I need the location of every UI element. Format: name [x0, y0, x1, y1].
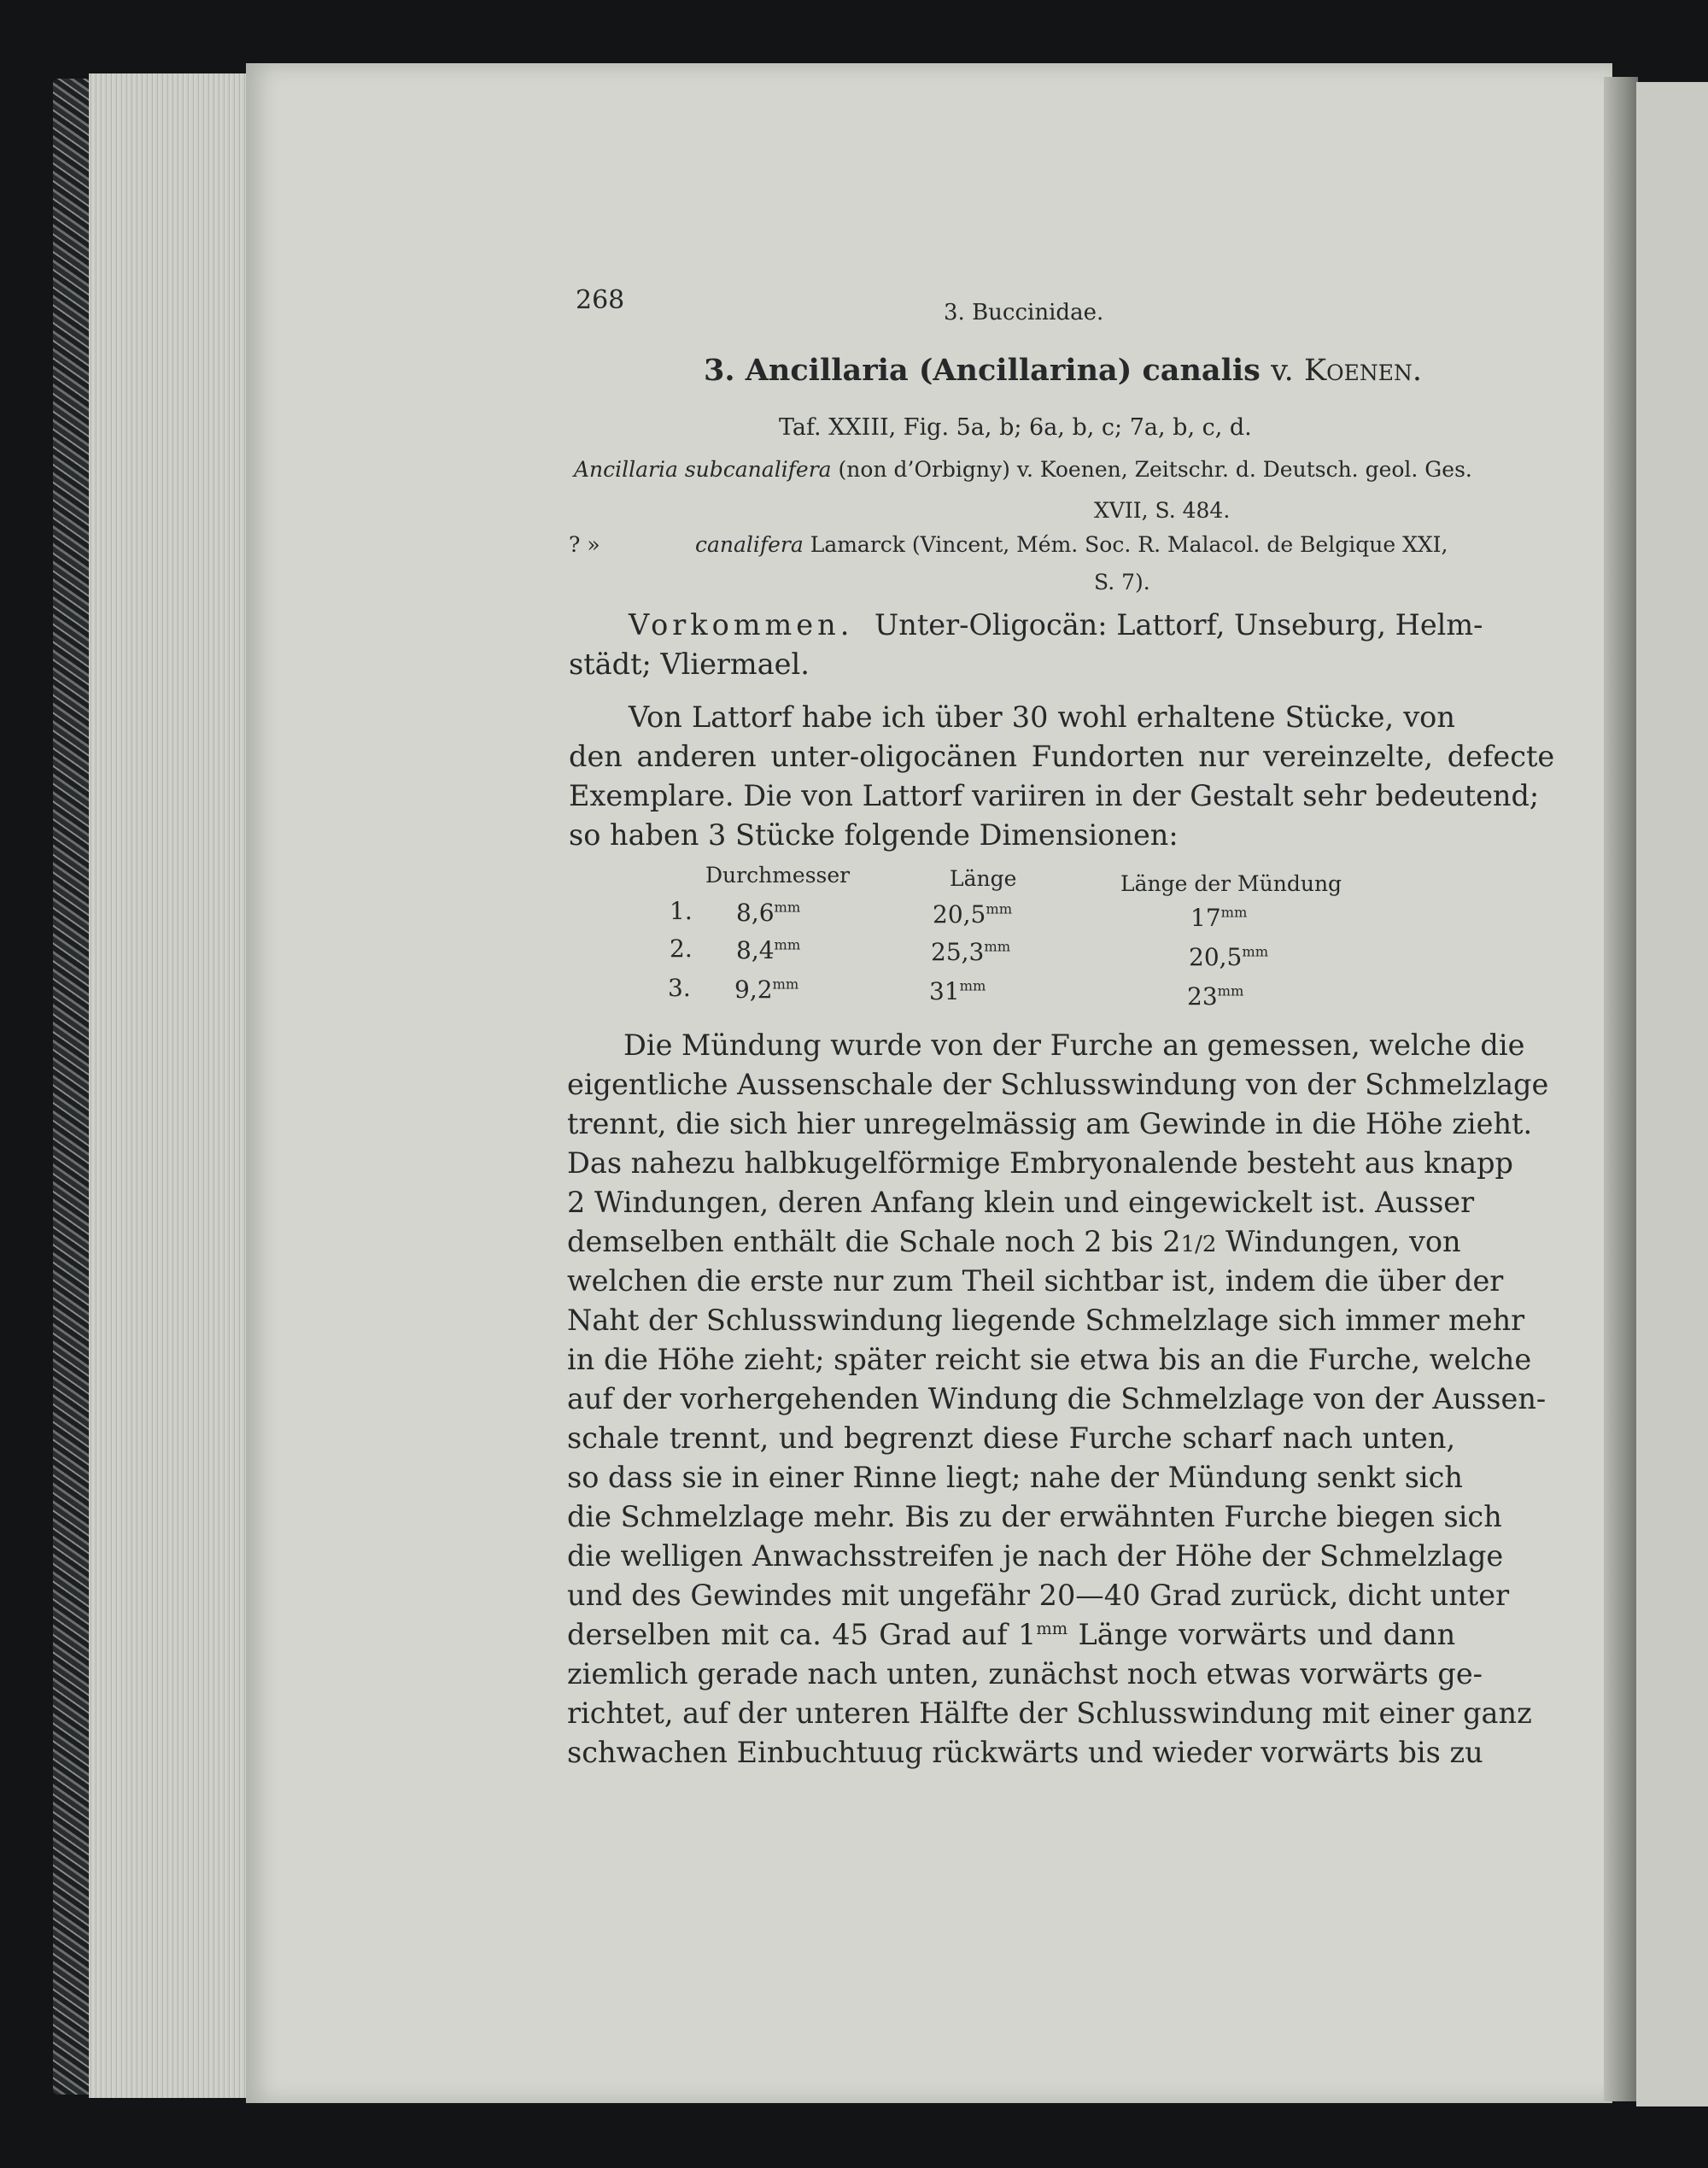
synonym-citation: Lamarck (Vincent, Mém. Soc. R. Malacol. de Belgique XXI,	[810, 532, 1448, 557]
synonym-prefix: ? »	[569, 532, 600, 557]
vorkommen-line-1	[629, 608, 1483, 642]
species-author: Koenen	[1304, 354, 1413, 388]
cell-muendung: $17^{mm}$	[1190, 904, 1248, 932]
unit-mm: mm	[1220, 904, 1248, 921]
paragraph-2-line-9: in die Höhe zieht; später reicht sie etwa bis an die Furche, welche	[567, 1343, 1532, 1376]
author-prefix: v.	[1271, 354, 1294, 388]
unit-mm: mm	[1242, 943, 1269, 960]
paragraph-2-line-8: Naht der Schlusswindung liegende Schmelzlage sich immer mehr	[567, 1304, 1525, 1337]
cell-muendung: $20,5^{mm}$	[1189, 943, 1269, 971]
unit-mm: mm	[1036, 1618, 1068, 1638]
cell-laenge: $20,5^{mm}$	[933, 900, 1013, 929]
paragraph-1-line-3: Exemplare. Die von Lattorf variiren in der Gestalt sehr bedeutend;	[569, 779, 1540, 812]
page-stack-edge	[89, 73, 268, 2098]
paragraph-2-line-7: welchen die erste nur zum Theil sichtbar ist, indem die über der	[567, 1264, 1504, 1298]
cell-laenge: $31^{mm}$	[929, 977, 986, 1005]
cell-muendung: $23^{mm}$	[1187, 982, 1244, 1011]
col-header-durchmesser: Durchmesser	[705, 863, 851, 888]
running-title: 3. Buccinidae.	[944, 300, 1104, 325]
book-gutter	[1604, 77, 1638, 2101]
unit-mm: mm	[984, 938, 1011, 955]
unit-mm: mm	[774, 936, 801, 953]
synonymy-entry-2	[569, 528, 1462, 562]
paragraph-2-line-16: derselben mit ca. 45 Grad auf $1^{mm}$ Länge vorwärts und dann	[567, 1618, 1456, 1651]
col-header-muendung: Länge der Mündung	[1120, 871, 1342, 896]
paragraph-2-line-14: die welligen Anwachsstreifen je nach der Höhe der Schmelzlage	[567, 1539, 1504, 1573]
paragraph-2-line-12: so dass sie in einer Rinne liegt; nahe der Mündung senkt sich	[567, 1461, 1463, 1494]
vorkommen-text: Unter-Oligocän: Lattorf, Unseburg, Helm-	[874, 608, 1483, 642]
paragraph-2-line-19: schwachen Einbuchtuug rückwärts und wieder vorwärts bis zu	[567, 1736, 1483, 1769]
paragraph-2-line-18: richtet, auf der unteren Hälfte der Schlusswindung mit einer ganz	[567, 1696, 1532, 1730]
paragraph-2-line-2: eigentliche Aussenschale der Schlusswindung von der Schmelzlage	[567, 1068, 1549, 1101]
synonym-name: Ancillaria subcanalifera	[574, 457, 832, 482]
row-index: 2.	[670, 935, 693, 963]
page-number: 268	[576, 285, 625, 315]
synonym-citation: (non d’Orbigny) v. Koenen, Zeitschr. d. Deutsch. geol. Ges.	[838, 457, 1472, 482]
paragraph-2-line-1: Die Mündung wurde von der Furche an gemessen, welche die	[623, 1028, 1525, 1062]
synonymy-entry-2-cont: S. 7).	[1094, 570, 1150, 595]
species-name: Ancillaria (Ancillarina) canalis	[745, 353, 1261, 388]
paragraph-2-line-17: ziemlich gerade nach unten, zunächst noch etwas vorwärts ge-	[567, 1657, 1483, 1690]
col-header-laenge: Länge	[950, 866, 1017, 891]
vorkommen-label: Vorkommen.	[629, 608, 854, 642]
paragraph-2-line-13: die Schmelzlage mehr. Bis zu der erwähnten Furche biegen sich	[567, 1500, 1502, 1533]
cell-durchmesser: $8,4^{mm}$	[736, 936, 801, 964]
paragraph-2-line-11: schale trennt, und begrenzt diese Furche scharf nach unten,	[567, 1421, 1456, 1455]
species-title	[704, 354, 1422, 388]
synonymy-entry-1	[574, 453, 1472, 487]
unit-mm: mm	[1217, 982, 1244, 999]
row-index: 3.	[668, 974, 691, 1002]
vorkommen-line-2: städt; Vliermael.	[569, 647, 810, 681]
paragraph-2-line-4: Das nahezu halbkugelförmige Embryonalende besteht aus knapp	[567, 1146, 1513, 1180]
paragraph-1-line-1: Von Lattorf habe ich über 30 wohl erhaltene Stücke, von	[629, 700, 1455, 734]
author-suffix: .	[1412, 354, 1423, 388]
paragraph-2-line-10: auf der vorhergehenden Windung die Schmelzlage von der Aussen-	[567, 1382, 1547, 1415]
fraction: 1/2	[1180, 1232, 1217, 1257]
synonym-name: canalifera	[694, 532, 804, 557]
unit-mm: mm	[959, 977, 986, 994]
row-index: 1.	[670, 897, 693, 925]
plate-references: Taf. XXIII, Fig. 5a, b; 6a, b, c; 7a, b, c, d.	[779, 414, 1252, 441]
paragraph-1-line-4: so haben 3 Stücke folgende Dimensionen:	[569, 818, 1179, 852]
cell-durchmesser: $8,6^{mm}$	[736, 899, 801, 927]
paragraph-2-line-15: und des Gewindes mit ungefähr 20—40 Grad zurück, dicht unter	[567, 1579, 1510, 1612]
paragraph-2-line-3: trennt, die sich hier unregelmässig am Gewinde in die Höhe zieht.	[567, 1107, 1533, 1140]
paragraph-2-line-6: demselben enthält die Schale noch 2 bis 21/2 Windungen, von	[567, 1225, 1461, 1258]
unit-mm: mm	[772, 976, 799, 993]
paragraph-1-line-2: den anderen unter-oligocänen Fundorten nur vereinzelte, defecte	[569, 740, 1555, 773]
paragraph-2-line-5: 2 Windungen, deren Anfang klein und eingewickelt ist. Ausser	[567, 1186, 1475, 1219]
synonymy-entry-1-cont: XVII, S. 484.	[1094, 498, 1231, 523]
unit-mm: mm	[774, 899, 801, 916]
species-number: 3.	[704, 353, 735, 388]
cell-laenge: $25,3^{mm}$	[931, 938, 1011, 966]
facing-page-edge	[1636, 82, 1708, 2106]
unit-mm: mm	[986, 900, 1013, 917]
cell-durchmesser: $9,2^{mm}$	[734, 976, 799, 1004]
